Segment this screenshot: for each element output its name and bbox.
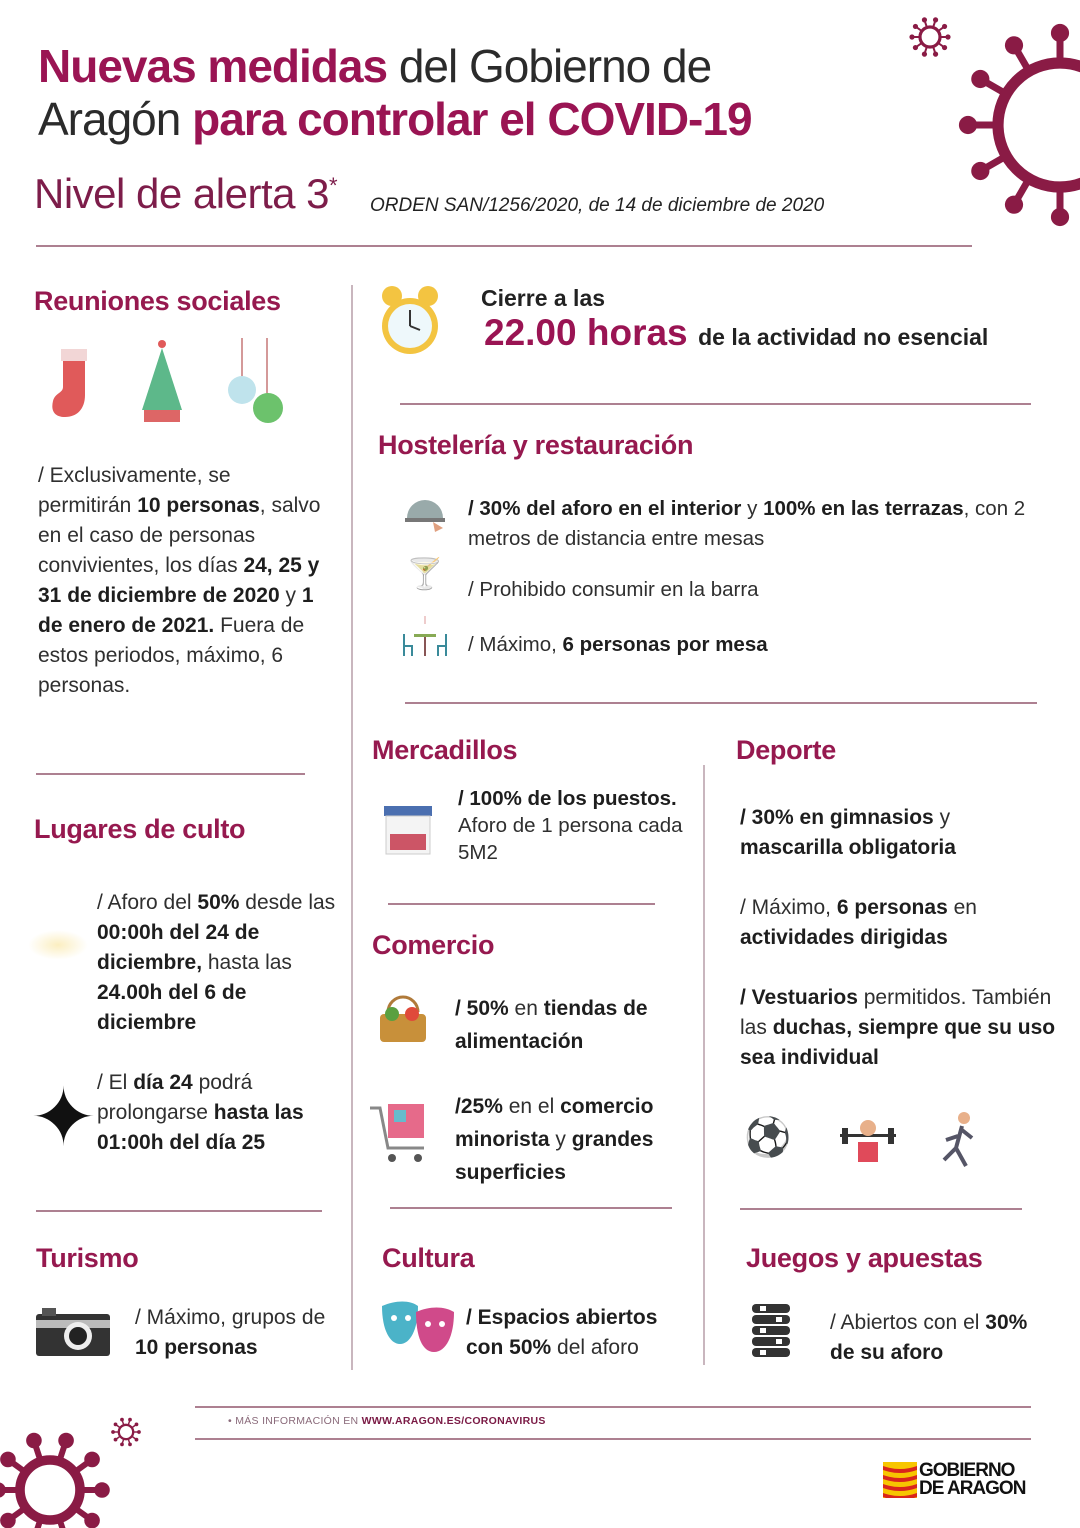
virus-spike-tip: [0, 1513, 16, 1528]
section-divider: [400, 403, 1031, 405]
virus-spike-tip: [942, 45, 947, 50]
bold-text: duchas, siempre que su uso sea individual: [740, 1016, 1056, 1069]
order-reference: ORDEN SAN/1256/2020, de 14 de diciembre de 2020: [370, 195, 825, 216]
gobierno-aragon-logo: [883, 1462, 1025, 1498]
text: / Máximo, grupos de: [135, 1306, 326, 1329]
virus-spike-tip: [913, 45, 918, 50]
text: / Máximo,: [468, 633, 563, 656]
bold-text: / Espacios abiertos con 50%: [466, 1306, 658, 1359]
deporte-item: [740, 983, 1060, 1073]
comercio-heading: Comercio: [372, 930, 495, 960]
bold-text: 1 de enero de 2021.: [38, 584, 314, 637]
virus-small-icon: [108, 1414, 144, 1450]
bold-text: 6 personas por mesa: [562, 633, 768, 656]
text: y: [549, 1128, 572, 1151]
text: en: [508, 997, 544, 1020]
text: hasta las: [202, 951, 292, 974]
bold-text: Nuevas medidas: [38, 40, 388, 92]
virus-spike-tip: [0, 1482, 6, 1498]
virus-spike-tip: [945, 34, 950, 39]
bold-text: 100% en las terrazas: [763, 497, 964, 520]
text: del aforo: [551, 1336, 639, 1359]
cocktail-icon: 🍸: [406, 557, 444, 591]
text: del Gobierno de: [387, 40, 712, 92]
more-info-prefix: MÁS INFORMACIÓN EN: [235, 1415, 362, 1427]
page-title: [38, 40, 752, 146]
text: / Exclusivamente, se permitirán: [38, 464, 231, 517]
virus-spike-tip: [58, 1433, 74, 1449]
column-divider: [351, 285, 353, 1370]
mercadillos-text: [458, 785, 688, 866]
virus-spike-tip: [128, 1442, 132, 1446]
closing-suffix: de la actividad no esencial: [698, 324, 989, 350]
virus-spike-tip: [942, 24, 947, 29]
comercio-item: [455, 1090, 700, 1189]
culto-item: [97, 1068, 337, 1158]
alarm-clock-icon: [378, 284, 442, 360]
virus-spike-tip: [135, 1423, 139, 1427]
virus-spike-tip: [922, 17, 927, 22]
hosteleria-item: [468, 494, 1038, 554]
bold-text: / 30% en gimnasios: [740, 806, 934, 829]
text: Aforo de 1 persona cada 5M2: [458, 814, 683, 864]
virus-spike-tip: [120, 1442, 124, 1446]
christmas-tree-icon: [132, 338, 192, 428]
casino-chips-icon: [748, 1302, 794, 1358]
virus-spike-tip: [128, 1418, 132, 1422]
hosteleria-heading: Hostelería y restauración: [378, 430, 694, 460]
cultura-heading: Cultura: [382, 1243, 475, 1273]
culto-item: [97, 888, 347, 1038]
bold-text: actividades dirigidas: [740, 926, 948, 949]
virus-spike-tip: [84, 1513, 100, 1528]
text: / Aforo del: [97, 891, 198, 914]
virus-spike-tip: [114, 1438, 118, 1442]
mercadillos-heading: Mercadillos: [372, 735, 518, 765]
column-divider: [703, 765, 705, 1365]
more-info: [228, 1415, 546, 1427]
market-stall-icon: [382, 802, 434, 856]
virus-spike-tip: [94, 1482, 110, 1498]
virus-spike-tip: [933, 17, 938, 22]
grocery-basket-icon: [376, 992, 430, 1046]
bold-text: comercio minorista: [455, 1095, 654, 1151]
virus-body: [20, 1460, 80, 1520]
virus-spike-tip: [111, 1430, 115, 1434]
virus-body: [920, 27, 940, 47]
virus-spike-tip: [1051, 24, 1069, 42]
virus-spike-tip: [120, 1418, 124, 1422]
christmas-stocking-icon: [42, 345, 102, 425]
virus-spike-tip: [26, 1433, 42, 1449]
section-divider: [36, 1210, 322, 1212]
alert-asterisk: *: [329, 173, 338, 198]
virus-spike-tip: [1005, 196, 1023, 214]
bold-text: grandes superficies: [455, 1128, 654, 1184]
virus-icon: [940, 0, 1080, 260]
shopping-cart-icon: [368, 1100, 432, 1166]
virus-spike-tip: [137, 1430, 141, 1434]
bold-text: hasta las 01:00h del día 25: [97, 1101, 304, 1154]
comercio-item: [455, 992, 695, 1058]
aragon-flag-icon: [883, 1462, 917, 1498]
bold-text: 6 personas: [836, 896, 948, 919]
virus-spike-tip: [114, 1423, 118, 1427]
culto-heading: Lugares de culto: [34, 814, 246, 844]
text: / Abiertos con el: [830, 1311, 986, 1334]
title-line-1: [38, 40, 752, 93]
logo-line-1: GOBIERNO: [919, 1460, 1015, 1481]
bold-text: día 24: [133, 1071, 193, 1094]
runner-icon: [940, 1110, 980, 1170]
reuniones-text: [38, 461, 328, 701]
bold-text: 24, 25 y 31 de diciembre de 2020: [38, 554, 320, 607]
text: / Prohibido consumir en la barra: [468, 578, 759, 601]
virus-spike-tip: [959, 116, 977, 134]
virus-small-icon: [905, 12, 955, 62]
weightlifting-icon: [838, 1112, 898, 1166]
section-divider: [405, 702, 1037, 704]
bold-text: 50%: [197, 891, 240, 914]
section-divider: [740, 1208, 1022, 1210]
virus-spike-tip: [933, 52, 938, 57]
virus-body: [119, 1425, 133, 1439]
virus-spike-tip: [84, 1452, 100, 1468]
logo-text: [919, 1462, 1025, 1498]
turismo-heading: Turismo: [36, 1243, 139, 1273]
alert-level-text: Nivel de alerta 3: [34, 170, 329, 217]
text: / El: [97, 1071, 134, 1094]
deporte-item: [740, 893, 1040, 953]
deporte-item: [740, 803, 1040, 863]
text: , salvo en el caso de personas convivientes, los días: [38, 494, 321, 577]
bold-text: para controlar el COVID-19: [192, 93, 752, 145]
text: desde las: [239, 891, 336, 914]
text: y: [279, 584, 302, 607]
closing-prefix: Cierre a las: [481, 285, 606, 311]
virus-spike-tip: [922, 52, 927, 57]
bold-text: mascarilla obligatoria: [740, 836, 956, 859]
bold-text: 10 personas: [135, 1336, 258, 1359]
cloche-icon: [403, 490, 447, 534]
closing-time-line: [484, 312, 988, 354]
virus-body: [998, 63, 1080, 187]
bold-text: 24.00h del 6 de diciembre: [97, 981, 247, 1034]
title-line-2: [38, 93, 752, 146]
text: Aragón: [38, 93, 193, 145]
text: , con 2 metros de distancia entre mesas: [468, 497, 1026, 550]
ornaments-icon: [222, 338, 287, 428]
bold-text: / Vestuarios: [740, 986, 858, 1009]
virus-spike-tip: [135, 1438, 139, 1442]
bold-text: tiendas de alimentación: [455, 997, 648, 1053]
text: podrá prolongarse: [97, 1071, 253, 1124]
more-info-link[interactable]: WWW.ARAGON.ES/CORONAVIRUS: [361, 1415, 546, 1427]
bold-text: / 50%: [455, 997, 509, 1020]
virus-spike-tip: [971, 70, 989, 88]
bold-text: 00:00h del 24 de diciembre,: [97, 921, 260, 974]
virus-spike-tip: [909, 34, 914, 39]
star-icon: ✦: [30, 1073, 98, 1162]
cultura-text: [466, 1303, 696, 1363]
virus-spike-tip: [971, 162, 989, 180]
juegos-heading: Juegos y apuestas: [746, 1243, 983, 1273]
light-glow-icon: [28, 930, 88, 960]
footer-divider: [195, 1406, 1031, 1408]
text: en: [947, 896, 977, 919]
hosteleria-item: [468, 575, 1028, 605]
table-chairs-icon: [400, 612, 450, 660]
bold-text: 10 personas: [137, 494, 260, 517]
reuniones-heading: Reuniones sociales: [34, 286, 281, 316]
header-divider: [36, 245, 972, 247]
text: / Máximo,: [740, 896, 837, 919]
virus-spike-tip: [1051, 208, 1069, 226]
section-divider: [390, 1207, 672, 1209]
juegos-text: [830, 1308, 1050, 1368]
bold-text: / 30% del aforo en el interior: [468, 497, 742, 520]
virus-spike-tip: [913, 24, 918, 29]
bold-text: /25%: [455, 1095, 503, 1118]
footer-divider: [195, 1438, 1031, 1440]
bullet: •: [228, 1415, 236, 1427]
text: permitidos. También las: [740, 986, 1052, 1039]
text: y: [741, 497, 764, 520]
turismo-text: [135, 1303, 345, 1363]
bold-text: 30% de su aforo: [830, 1311, 1028, 1364]
text: y: [933, 806, 951, 829]
closing-time: 22.00 horas: [484, 312, 688, 353]
bold-text: / 100% de los puestos.: [458, 787, 677, 810]
alert-level: [34, 170, 337, 218]
theater-masks-icon: [380, 1300, 458, 1356]
deporte-heading: Deporte: [736, 735, 836, 765]
text: Fuera de estos periodos, máximo, 6 personas.: [38, 614, 305, 697]
virus-spike-tip: [0, 1452, 16, 1468]
hosteleria-item: [468, 630, 1028, 660]
soccer-ball-icon: ⚽: [744, 1117, 792, 1159]
logo-line-2: DE ARAGON: [919, 1478, 1026, 1499]
virus-spike-tip: [1005, 36, 1023, 54]
text: en el: [502, 1095, 561, 1118]
section-divider: [388, 903, 655, 905]
section-divider: [36, 773, 305, 775]
camera-icon: [36, 1308, 110, 1356]
